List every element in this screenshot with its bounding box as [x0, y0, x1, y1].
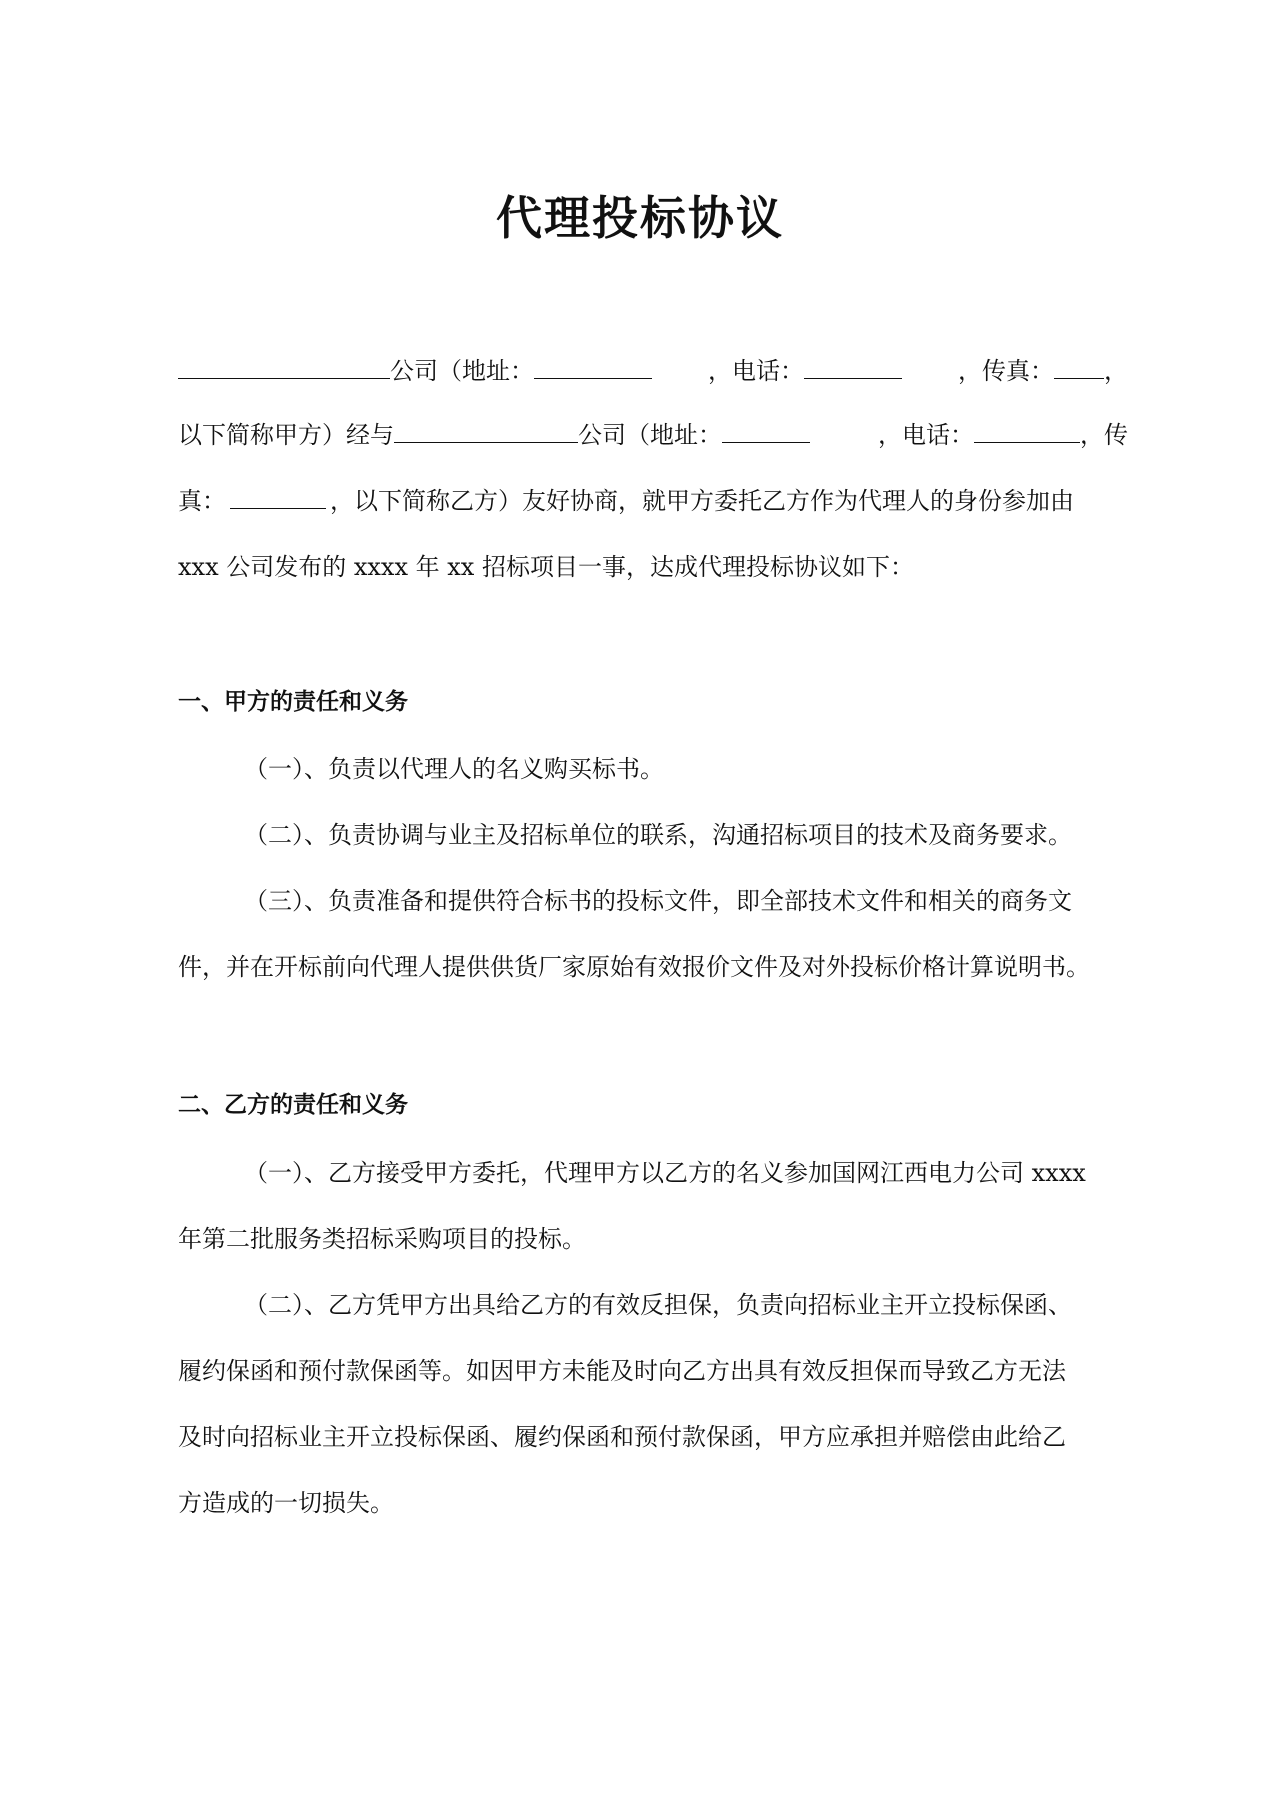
- party-b-address-blank[interactable]: [722, 418, 810, 443]
- party-b-company-blank[interactable]: [394, 418, 578, 443]
- party-a-address-blank[interactable]: [534, 354, 652, 379]
- section-2-heading: 二、乙方的责任和义务: [178, 1092, 408, 1118]
- preamble-line-4: xxx 公司发布的 xxxx 年 xx 招标项目一事，达成代理投标协议如下：: [178, 553, 914, 581]
- party-b-phone-blank[interactable]: [974, 418, 1080, 443]
- party-a-fax-blank[interactable]: [1054, 354, 1104, 379]
- preamble-line-2: 以下简称甲方）经与 公司（地址： ，电话： ，传: [178, 418, 1128, 452]
- document-title: 代理投标协议: [496, 191, 784, 245]
- section-1-item-3-cont: 件，并在开标前向代理人提供供货厂家原始有效报价文件及对外投标价格计算说明书。: [178, 953, 1090, 981]
- section-2-item-2-cont-2: 及时向招标业主开立投标保函、履约保函和预付款保函，甲方应承担并赔偿由此给乙: [178, 1423, 1066, 1451]
- party-a-company-blank[interactable]: [178, 354, 390, 379]
- preamble-line-3: 真： ，以下简称乙方）友好协商，就甲方委托乙方作为代理人的身份参加由: [178, 484, 1128, 518]
- section-1-item-1: （一）、负责以代理人的名义购买标书。: [244, 755, 664, 783]
- preamble-line-1: 公司（地址： ，电话： ，传真： ，: [178, 354, 1128, 388]
- party-b-fax-blank[interactable]: [230, 484, 326, 509]
- section-2-item-2: （二）、乙方凭甲方出具给乙方的有效反担保，负责向招标业主开立投标保函、: [244, 1291, 1072, 1319]
- section-2-item-1: （一）、乙方接受甲方委托，代理甲方以乙方的名义参加国网江西电力公司 xxxx: [244, 1159, 1086, 1187]
- section-2-item-2-cont-1: 履约保函和预付款保函等。如因甲方未能及时向乙方出具有效反担保而导致乙方无法: [178, 1357, 1066, 1385]
- section-1-item-2: （二）、负责协调与业主及招标单位的联系，沟通招标项目的技术及商务要求。: [244, 821, 1072, 849]
- party-a-phone-blank[interactable]: [804, 354, 902, 379]
- section-2-item-1-cont: 年第二批服务类招标采购项目的投标。: [178, 1225, 586, 1253]
- section-1-heading: 一、甲方的责任和义务: [178, 689, 408, 715]
- section-1-item-3: （三）、负责准备和提供符合标书的投标文件，即全部技术文件和相关的商务文: [244, 887, 1072, 915]
- section-2-item-2-cont-3: 方造成的一切损失。: [178, 1489, 394, 1517]
